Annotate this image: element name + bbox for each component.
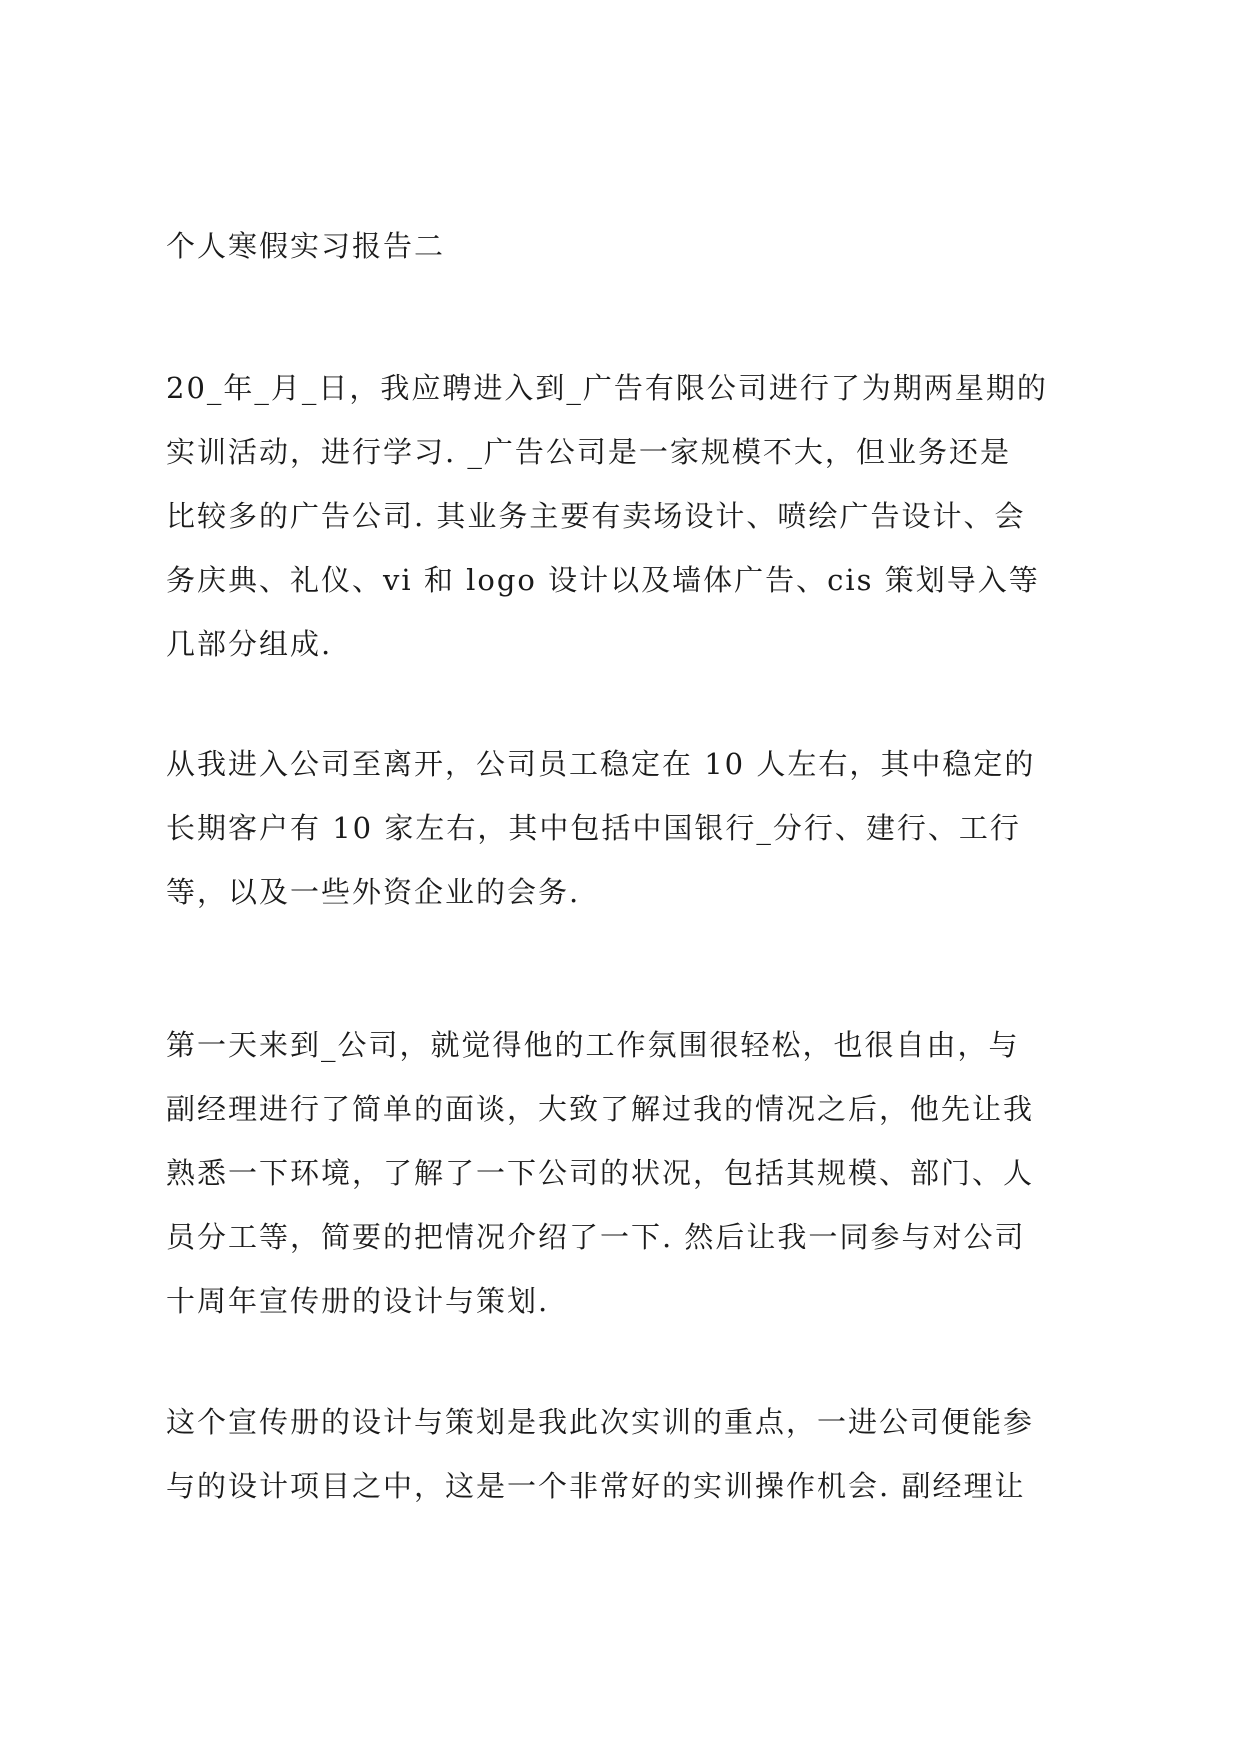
text-line: 十周年宣传册的设计与策划.	[166, 1284, 550, 1318]
paragraph-2	[166, 732, 1096, 924]
text-line: 20_年_月_日，我应聘进入到_广告有限公司进行了为期两星期的	[166, 371, 1048, 405]
paragraph-4	[166, 1390, 1096, 1518]
text-line: 从我进入公司至离开，公司员工稳定在 10 人左右，其中稳定的	[166, 747, 1036, 781]
paragraph-3	[166, 1013, 1096, 1333]
text-line: 几部分组成.	[166, 627, 333, 661]
text-line: 长期客户有 10 家左右，其中包括中国银行_分行、建行、工行	[166, 811, 1021, 845]
text-line: 务庆典、礼仪、vi 和 logo 设计以及墙体广告、cis 策划导入等	[166, 563, 1040, 597]
paragraph-1	[166, 356, 1096, 676]
text-line: 熟悉一下环境，了解了一下公司的状况，包括其规模、部门、人	[166, 1156, 1035, 1190]
text-line: 这个宣传册的设计与策划是我此次实训的重点，一进公司便能参	[166, 1405, 1035, 1439]
text-line: 等，以及一些外资企业的会务.	[166, 875, 581, 909]
document-title: 个人寒假实习报告二	[166, 229, 446, 263]
text-line: 第一天来到_公司，就觉得他的工作氛围很轻松，也很自由，与	[166, 1028, 1020, 1062]
text-line: 员分工等，简要的把情况介绍了一下. 然后让我一同参与对公司	[166, 1220, 1026, 1254]
text-line: 实训活动，进行学习. _广告公司是一家规模不大，但业务还是	[166, 435, 1011, 469]
text-line: 比较多的广告公司. 其业务主要有卖场设计、喷绘广告设计、会	[166, 499, 1026, 533]
text-line: 副经理进行了简单的面谈，大致了解过我的情况之后，他先让我	[166, 1092, 1035, 1126]
text-line: 与的设计项目之中，这是一个非常好的实训操作机会. 副经理让	[166, 1469, 1026, 1503]
